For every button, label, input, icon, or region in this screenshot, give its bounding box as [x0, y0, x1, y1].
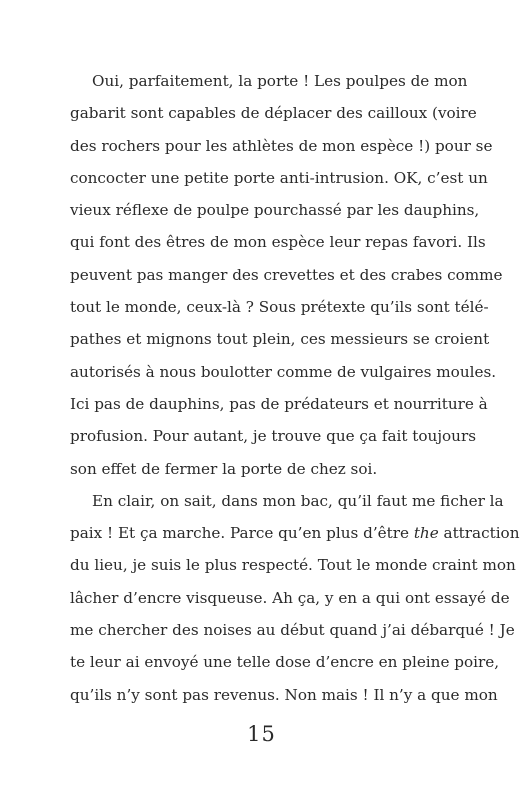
- text-line: qu’ils n’y sont pas revenus. Non mais ! Il n’y a que mon: [70, 685, 498, 704]
- text-segment: attraction: [438, 524, 520, 543]
- text-line: qui font des êtres de mon espèce leur repas favori. Ils: [70, 233, 486, 252]
- page-number: 15: [247, 722, 276, 746]
- text-line: peuvent pas manger des crevettes et des crabes comme: [70, 265, 503, 284]
- text-line: me chercher des noises au début quand j’ai débarqué ! Je: [70, 621, 515, 640]
- text-line: autorisés à nous boulotter comme de vulgaires moules.: [70, 362, 497, 381]
- text-line: tout le monde, ceux-là ? Sous prétexte qu’ils sont télé-: [70, 298, 489, 317]
- text-line: te leur ai envoyé une telle dose d’encre en pleine poire,: [70, 653, 500, 672]
- text-segment: paix ! Et ça marche. Parce qu’en plus d’être: [70, 524, 414, 543]
- text-line: concocter une petite porte anti-intrusion. OK, c’est un: [70, 168, 488, 187]
- text-line: son effet de fermer la porte de chez soi.: [70, 459, 378, 478]
- text-line: profusion. Pour autant, je trouve que ça fait toujours: [70, 427, 477, 446]
- italic-word: the: [413, 524, 439, 543]
- text-line: vieux réflexe de poulpe pourchassé par les dauphins,: [70, 201, 480, 220]
- text-line: En clair, on sait, dans mon bac, qu’il faut me ficher la: [92, 491, 504, 510]
- text-line: Oui, parfaitement, la porte ! Les poulpes de mon: [92, 72, 468, 90]
- text-line: lâcher d’encre visqueuse. Ah ça, y en a qui ont essayé de: [70, 588, 510, 607]
- text-line: Ici pas de dauphins, pas de prédateurs et nourriture à: [70, 394, 488, 413]
- text-line: des rochers pour les athlètes de mon espèce !) pour se: [70, 136, 493, 155]
- text-line-with-italic: [70, 517, 520, 549]
- text-line: du lieu, je suis le plus respecté. Tout le monde craint mon: [70, 556, 516, 575]
- body-text: [70, 65, 520, 711]
- text-line: pathes et mignons tout plein, ces messieurs se croient: [70, 330, 490, 349]
- text-line: gabarit sont capables de déplacer des cailloux (voire: [70, 104, 477, 123]
